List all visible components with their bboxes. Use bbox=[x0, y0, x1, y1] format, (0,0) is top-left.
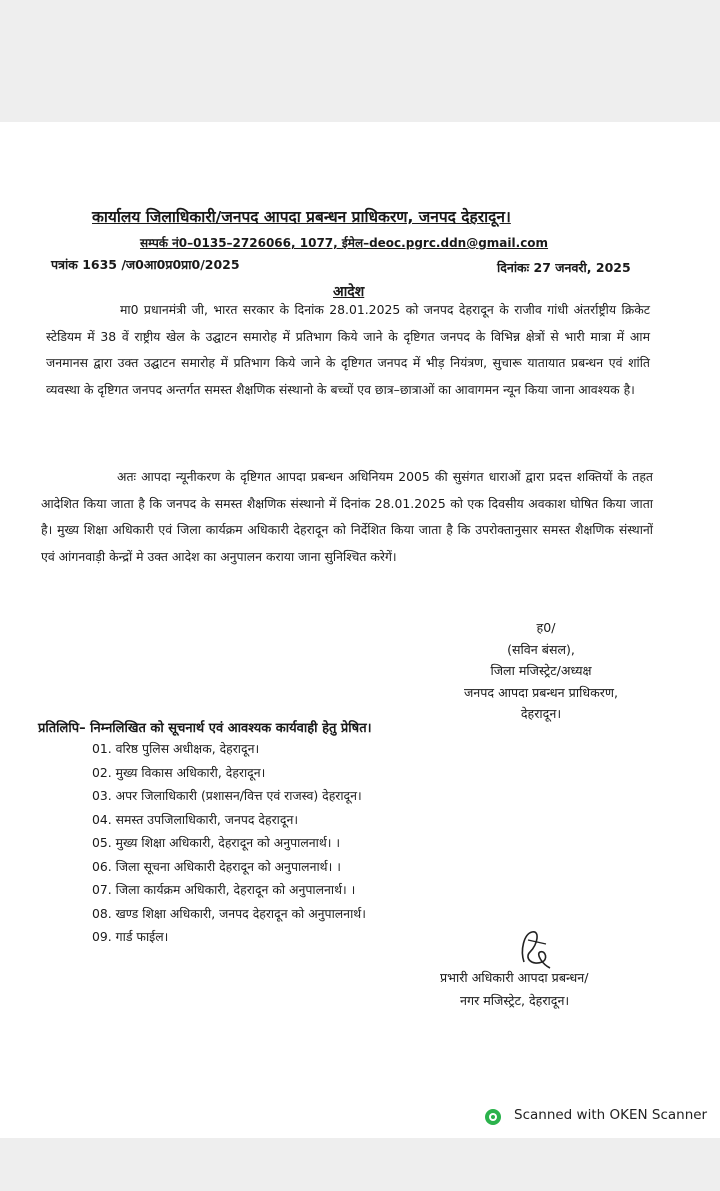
scanner-logo-icon bbox=[484, 1108, 502, 1126]
second-signatory-title: प्रभारी अधिकारी आपदा प्रबन्धन/ bbox=[440, 970, 589, 985]
order-paragraph-2: अतः आपदा न्यूनीकरण के दृष्टिगत आपदा प्रबन्धन अधिनियम 2005 की सुसंगत धाराओं द्वारा प्रदत्त शक्तियों के तहत आदेशित किया जाता है कि जनपद के समस्त शैक्षणिक संस्थानो में दिनांक 28.01.2025 को एक दिवसीय अवकाश घोषित किया जाता है। मुख्य शिक्षा अधिकारी एवं जिला कार्यक्रम अधिकारी देहरादून को निर्देशित किया जाता है कि उपरोक्तानुसार समस्त शैक्षणिक संस्थानों एवं आंगनवाड़ी केन्द्रों मे उक्त आदेश का अनुपालन कराया जाना सुनिश्चित करेगें। bbox=[41, 469, 653, 564]
order-title: आदेश bbox=[333, 284, 365, 300]
signatory-block bbox=[436, 617, 646, 725]
signatory-authority: जनपद आपदा प्रबन्धन प्राधिकरण, bbox=[463, 684, 619, 700]
list-item: 07. जिला कार्यक्रम अधिकारी, देहरादून को अनुपालनार्थ। । bbox=[92, 882, 356, 897]
office-heading: कार्यालय जिलाधिकारी/जनपद आपदा प्रबन्धन प्राधिकरण, जनपद देहरादून। bbox=[92, 208, 511, 226]
list-item: 09. गार्ड फाईल। bbox=[92, 929, 169, 944]
list-item: 04. समस्त उपजिलाधिकारी, जनपद देहरादून। bbox=[92, 811, 299, 827]
list-item: 03. अपर जिलाधिकारी (प्रशासन/वित्त एवं राजस्व) देहरादून। bbox=[92, 788, 362, 803]
list-item: 01. वरिष्ठ पुलिस अधीक्षक, देहरादून। bbox=[92, 741, 260, 756]
second-signatory-block bbox=[440, 966, 588, 1012]
second-signatory-designation: नगर मजिस्ट्रेट, देहरादून। bbox=[460, 993, 570, 1008]
letter-date: दिनांकः 27 जनवरी, 2025 bbox=[497, 260, 631, 275]
scanner-watermark: Scanned with OKEN Scanner bbox=[514, 1107, 708, 1123]
contact-line: सम्पर्क नं0–0135–2726066, 1077, ईमेल–deoc.pgrc.ddn@gmail.com bbox=[140, 236, 549, 250]
list-item: 08. खण्ड शिक्षा अधिकारी, जनपद देहरादून को अनुपालनार्थ। bbox=[92, 905, 366, 921]
signatory-designation: जिला मजिस्ट्रेट/अध्यक्ष bbox=[490, 663, 592, 678]
signatory-place: देहरादून। bbox=[520, 706, 562, 721]
signatory-name: (सविन बंसल), bbox=[507, 641, 575, 657]
copy-to-heading: प्रतिलिपि– निम्नलिखित को सूचनार्थ एवं आवश्यक कार्यवाही हेतु प्रेषित। bbox=[38, 721, 372, 736]
list-item: 06. जिला सूचना अधिकारी देहरादून को अनुपालनार्थ। । bbox=[92, 858, 341, 874]
top-margin bbox=[0, 0, 720, 122]
signed-mark: ह0/ bbox=[536, 620, 556, 635]
bottom-margin bbox=[0, 1138, 720, 1191]
copy-to-list bbox=[92, 737, 366, 949]
order-paragraph-1: मा0 प्रधानमंत्री जी, भारत सरकार के दिनांक 28.01.2025 को जनपद देहरादून के राजीव गांधी अंतर्राष्ट्रीय क्रिकेट स्टेडियम में 38 वें राष्ट्रीय खेल के उद्घाटन समारोह में प्रतिभाग किये जाने के दृष्टिगत जनपद के विभिन्न क्षेत्रों से भारी मात्रा में आम जनमानस द्वारा उक्त उद्घाटन समारोह में प्रतिभाग किये जाने के दृष्टिगत जनपद में भीड़ नियंत्रण, सुचारू यातायात प्रबन्धन एवं शांति व्यवस्था के दृष्टिगत जनपद अन्तर्गत समस्त शैक्षणिक संस्थानो के बच्चों एव छात्र–छात्राओं का आवागमन न्यून किया जाना आवश्यक है। bbox=[46, 302, 650, 397]
list-item: 05. मुख्य शिक्षा अधिकारी, देहरादून को अनुपालनार्थ। । bbox=[92, 835, 341, 850]
list-item: 02. मुख्य विकास अधिकारी, देहरादून। bbox=[92, 764, 266, 780]
letter-number: पत्रांक 1635 /ज0आ0प्र0प्रा0/2025 bbox=[51, 257, 240, 272]
